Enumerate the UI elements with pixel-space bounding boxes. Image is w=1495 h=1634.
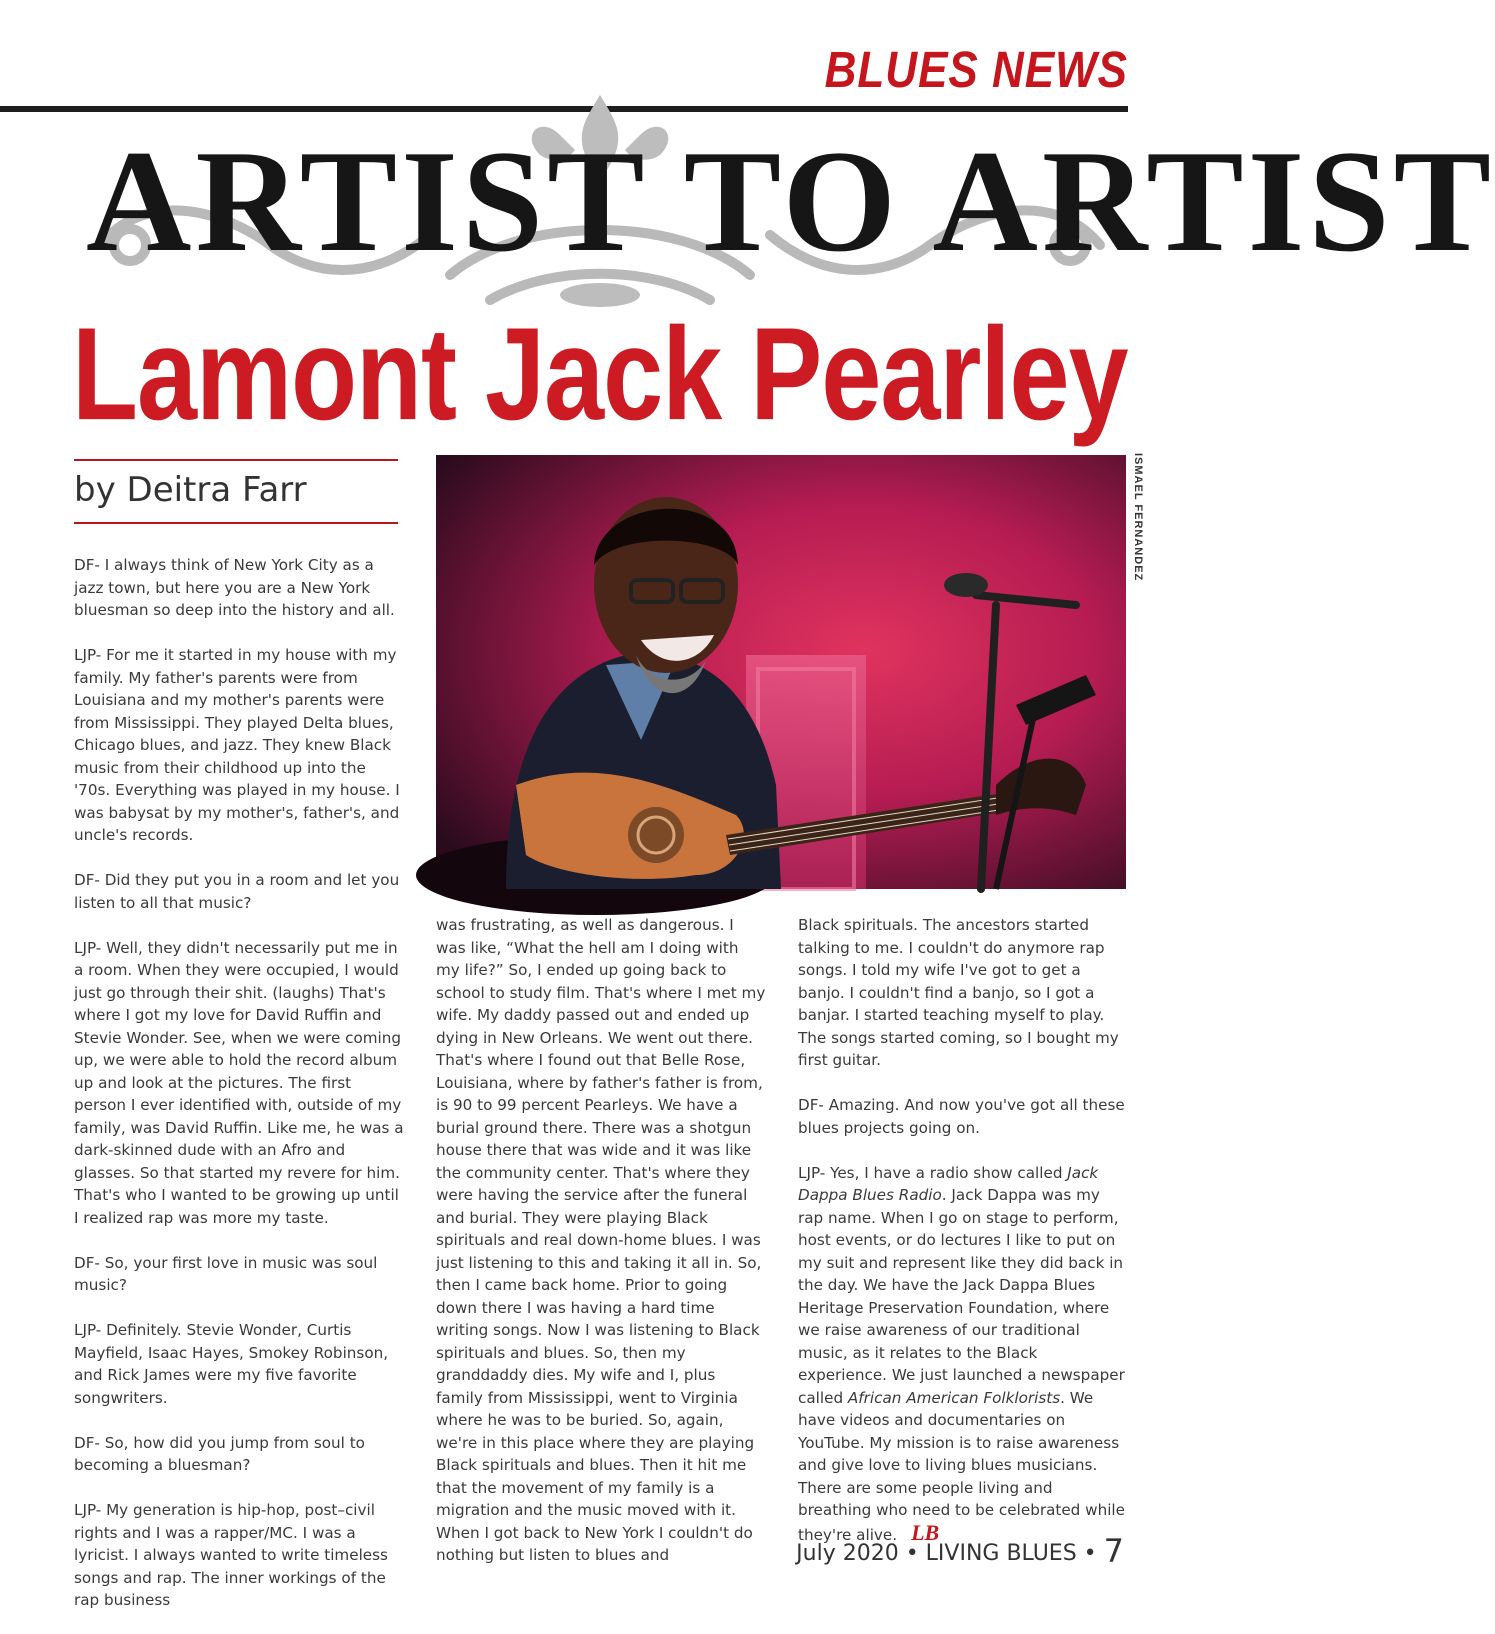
page-number: 7 <box>1103 1532 1124 1570</box>
photo-credit: ISMAEL FERNANDEZ <box>1132 453 1144 582</box>
paragraph: LJP- My generation is hip-hop, post–civil rights and I was a rapper/MC. I was a lyricist. I always wanted to write timeless songs and rap. The inner workings of the rap business <box>74 1501 388 1609</box>
paragraph: DF- I always think of New York City as a jazz town, but here you are a New York bluesman so deep into the history and all. <box>74 556 395 619</box>
paragraph: LJP- Definitely. Stevie Wonder, Curtis Mayfield, Isaac Hayes, Smokey Robinson, and Rick James were my five favorite songwriters. <box>74 1321 389 1407</box>
text-run: LJP- Yes, I have a radio show called <box>798 1163 1068 1182</box>
paragraph: was frustrating, as well as dangerous. I was like, “What the hell am I doing with my life?” So, I ended up going back to school to study film. That's where I met my wife. My daddy passed out and ended up dying in New Orleans. We went out there. That's where I found out that Belle Rose, Louisiana, where by father's father is from, is 90 to 99 percent Pearleys. We have a burial ground there. There was a shotgun house there that was wide and it was like the community center. That's where they were having the service after the funeral and burial. They were playing Black spirituals and real down-home blues. I was just listening to this and taking it all in. So, then I came back home. Prior to going down there I was having a hard time writing songs. Now I was listening to Black spirituals and blues. So, then my granddaddy dies. My wife and I, plus family from Mississippi, went to Virginia where he was to be buried. So, again, we're in this place where they are playing Black spirituals and blues. Then it hit me that the movement of my family is a migration and the music moved with it. When I got back to New York I couldn't do nothing but listen to blues and <box>436 916 766 1564</box>
page-footer <box>796 1532 1124 1570</box>
paragraph: DF- So, your first love in music was soul music? <box>74 1253 378 1294</box>
article-column-2 <box>436 914 766 1589</box>
byline: by Deitra Farr <box>74 470 307 510</box>
article-column-3 <box>798 914 1128 1569</box>
end-mark-logo: LB <box>911 1519 940 1545</box>
section-label: BLUES NEWS <box>824 42 1128 99</box>
paragraph: DF- Did they put you in a room and let you listen to all that music? <box>74 871 400 912</box>
radio-show-title: Jack Dappa Blues Radio <box>798 1163 1099 1204</box>
performer-illustration <box>436 455 1126 889</box>
byline-rule-top <box>74 459 398 461</box>
paragraph <box>798 1162 1128 1547</box>
artist-photo <box>436 455 1126 889</box>
article-column-1 <box>74 554 404 1634</box>
headline: Lamont Jack Pearley <box>72 299 1128 448</box>
byline-rule-bottom <box>74 522 398 524</box>
series-title: ARTIST TO ARTIST <box>86 120 1495 282</box>
paragraph: DF- Amazing. And now you've got all these blues projects going on. <box>798 1096 1125 1137</box>
text-run: . Jack Dappa was my rap name. When I go on stage to perform, host events, or do lectures I like to put on my suit and represent like they did back in the day. We have the Jack Dappa Blues Heritage Preservation Foundation, where we raise awareness of our traditional music, as it relates to the Black experience. We just launched a newspaper called <box>798 1186 1125 1407</box>
paragraph: DF- So, how did you jump from soul to becoming a bluesman? <box>74 1433 365 1474</box>
paragraph: LJP- Well, they didn't necessarily put me in a room. When they were occupied, I would just go through their shit. (laughs) That's where I got my love for David Ruffin and Stevie Wonder. See, when we were coming up, we were able to hold the record album up and look at the pictures. The first person I ever identified with, outside of my family, was David Ruffin. Like me, he was a dark-skinned dude with an Afro and glasses. So that started my revere for him. That's who I wanted to be growing up until I realized rap was more my taste. <box>74 938 404 1227</box>
newspaper-title: African American Folklorists <box>847 1388 1061 1407</box>
footer-text: July 2020 • LIVING BLUES • <box>796 1541 1097 1566</box>
paragraph: Black spirituals. The ancestors started talking to me. I couldn't do anymore rap songs. I told my wife I've got to get a banjo. I couldn't find a banjo, so I got a banjar. I started teaching myself to play. The songs started coming, so I bought my first guitar. <box>798 916 1119 1069</box>
paragraph: LJP- For me it started in my house with my family. My father's parents were from Louisiana and my mother's parents were from Mississippi. They played Delta blues, Chicago blues, and jazz. They knew Black music from their childhood up into the '70s. Everything was played in my house. I was babysat by my mother's, father's, and uncle's records. <box>74 646 400 844</box>
text-run: . We have videos and documentaries on YouTube. My mission is to raise awareness and give love to living blues musicians. There are some people living and breathing who need to be celebrated while they're alive. <box>798 1388 1125 1544</box>
